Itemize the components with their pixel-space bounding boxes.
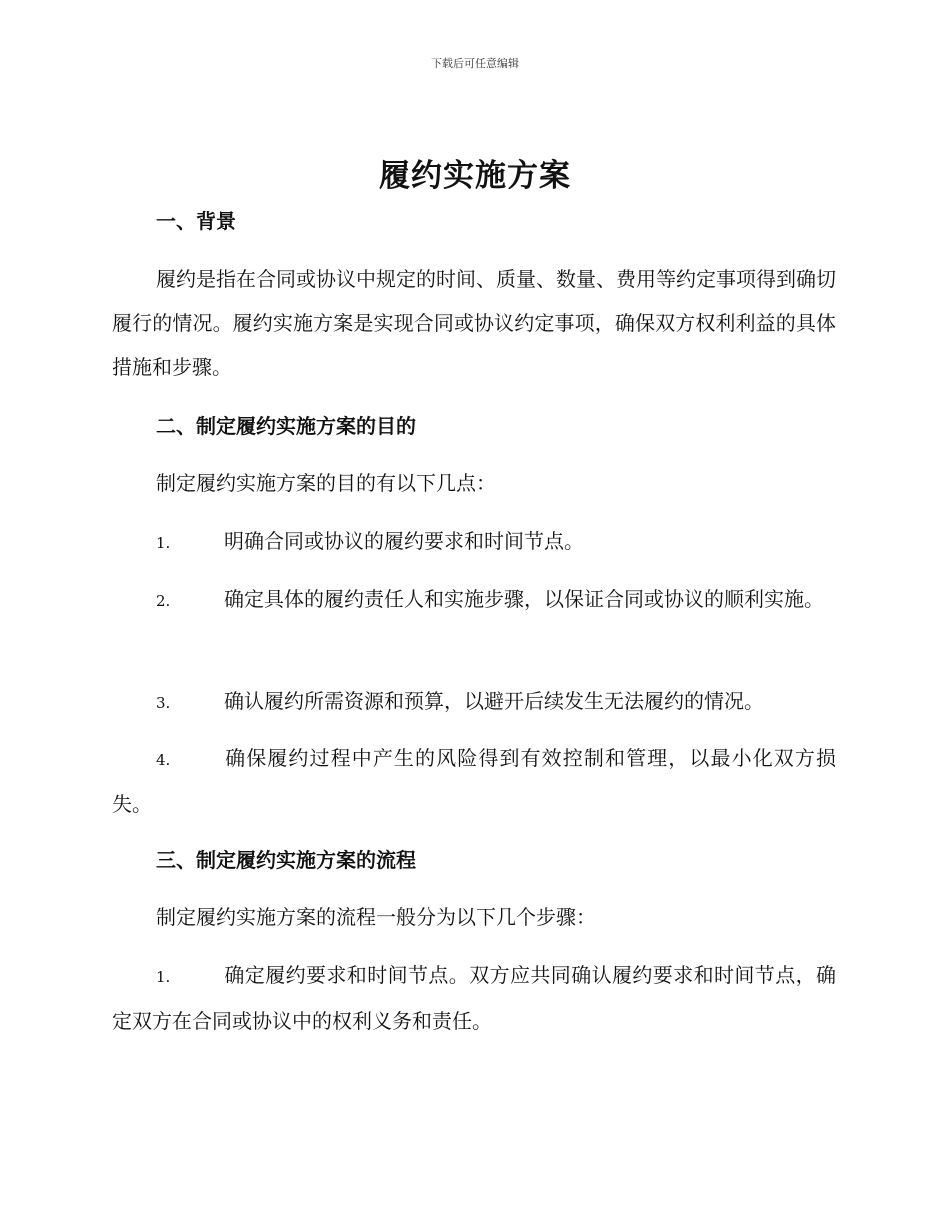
list-item-text: 确保履约过程中产生的风险得到有效控制和管理，以最小化双方损失。 [112,746,836,816]
section-heading-process: 三、制定履约实施方案的流程 [156,848,416,872]
section-intro-process: 制定履约实施方案的流程一般分为以下几个步骤： [156,905,596,929]
list-item-number: 2. [156,592,171,610]
list-item [112,953,836,1043]
page-header-note: 下载后可任意编辑 [431,57,519,70]
list-item-text: 确定具体的履约责任人和实施步骤，以保证合同或协议的顺利实施。 [224,587,824,611]
list-item-number: 3. [156,694,171,712]
section-paragraph-background: 履约是指在合同或协议中规定的时间、质量、数量、费用等约定事项得到确切履行的情况。履约实施方案是实现合同或协议约定事项，确保双方权利利益的具体措施和步骤。 [112,267,836,379]
list-item-text: 明确合同或协议的履约要求和时间节点。 [224,529,584,553]
list-item-text: 确定履约要求和时间节点。双方应共同确认履约要求和时间节点，确定双方在合同或协议中的权利义务和责任。 [112,963,836,1033]
list-item [112,679,836,725]
section-intro-purpose: 制定履约实施方案的目的有以下几点： [156,471,496,495]
list-item [112,736,836,826]
list-item [112,519,836,565]
list-item-number: 1. [156,534,171,552]
list-item-text: 确认履约所需资源和预算，以避开后续发生无法履约的情况。 [224,689,764,713]
list-item-number: 1. [156,968,171,986]
list-item-number: 4. [156,751,171,769]
section-heading-background: 一、背景 [156,209,236,233]
section-heading-purpose: 二、制定履约实施方案的目的 [156,414,416,438]
document-title: 履约实施方案 [379,158,571,194]
list-item [112,577,836,623]
